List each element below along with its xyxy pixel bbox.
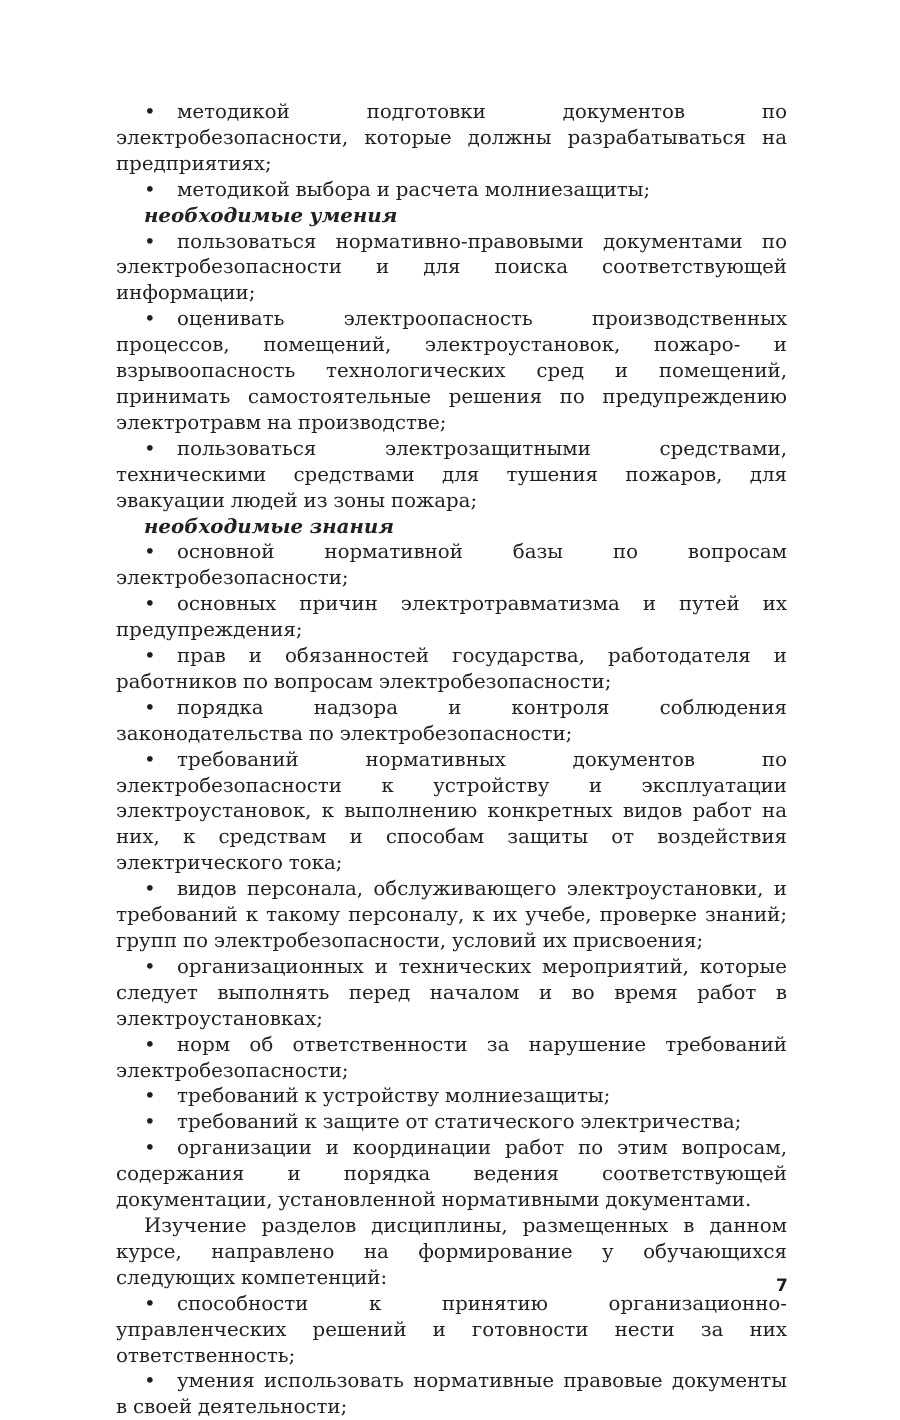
bullet-marker: • xyxy=(144,307,156,331)
bullet-marker: • xyxy=(144,1369,156,1393)
bullet-marker: • xyxy=(144,877,156,901)
list-item-text: требований к устройству молниезащиты; xyxy=(177,1084,611,1108)
list-item xyxy=(116,643,787,695)
list-item-text: пользоваться электрозащитными средствами, техническими средствами для тушения пожаров, для эвакуации людей из зоны пожара; xyxy=(116,436,787,512)
bullet-marker: • xyxy=(144,100,156,123)
list-item xyxy=(116,229,787,307)
list-item xyxy=(116,306,787,436)
list-item xyxy=(116,954,787,1032)
bullet-marker: • xyxy=(144,177,156,201)
list-item-text: видов персонала, обслуживающего электроустановки, и требований к такому персоналу, к их учебе, проверке знаний; групп по электробезопасности, условий их присвоения; xyxy=(116,877,787,952)
bullet-marker: • xyxy=(144,1032,156,1056)
list-item-text: методикой выбора и расчета молниезащиты; xyxy=(177,177,651,201)
list-item xyxy=(116,747,787,877)
list-item xyxy=(116,591,787,643)
list-item-text: оценивать электроопасность производственных процессов, помещений, электроустановок, пожаро- и взрывоопасность технологических сред и помещений, принимать самостоятельные решения по предупреждению электротравм на производстве; xyxy=(116,307,787,434)
list-item-text: пользоваться нормативно-правовыми документами по электробезопасности и для поиска соответствующей информации; xyxy=(116,229,787,305)
list-item-text: прав и обязанностей государства, работодателя и работников по вопросам электробезопасности; xyxy=(116,644,787,693)
list-item xyxy=(116,695,787,747)
list-item-text: порядка надзора и контроля соблюдения законодательства по электробезопасности; xyxy=(116,695,787,745)
list-item xyxy=(116,1368,787,1420)
list-item-text: способности к принятию организационно-управленческих решений и готовности нести за них ответственность; xyxy=(116,1291,787,1367)
list-item-text: норм об ответственности за нарушение требований электробезопасности; xyxy=(116,1032,787,1082)
bullet-marker: • xyxy=(144,1110,156,1134)
bullet-marker: • xyxy=(144,1291,156,1315)
list-item-text: основных причин электротравматизма и путей их предупреждения; xyxy=(116,592,787,642)
bullet-marker: • xyxy=(144,1084,156,1108)
page-number: 7 xyxy=(776,1276,788,1296)
bullet-marker: • xyxy=(144,1136,156,1160)
page-body xyxy=(116,99,787,1420)
list-item xyxy=(116,1083,787,1109)
bullet-marker: • xyxy=(144,695,156,719)
bullet-marker: • xyxy=(144,540,156,564)
list-item-text: организации и координации работ по этим вопросам, содержания и порядка ведения соответствующей документации, установленной нормативными документами. xyxy=(116,1136,787,1212)
list-item xyxy=(116,1291,787,1369)
bullet-marker: • xyxy=(144,229,156,253)
list-item-text: организационных и технических мероприятий, которые следует выполнять перед началом и во время работ в электроустановках; xyxy=(116,954,787,1030)
list-item-text: умения использовать нормативные правовые документы в своей деятельности; xyxy=(116,1369,787,1419)
list-item xyxy=(116,1109,787,1135)
bullet-marker: • xyxy=(144,954,156,978)
bullet-marker: • xyxy=(144,644,156,668)
list-item xyxy=(116,436,787,514)
bullet-marker: • xyxy=(144,592,156,616)
bullet-marker: • xyxy=(144,436,156,460)
section-heading-skills: необходимые умения xyxy=(144,202,398,227)
list-item xyxy=(116,1032,787,1084)
list-item xyxy=(116,99,787,177)
list-item xyxy=(116,876,787,954)
list-item xyxy=(116,539,787,591)
list-item xyxy=(116,1135,787,1213)
list-item-text: методикой подготовки документов по электробезопасности, которые должны разрабатываться на предприятиях; xyxy=(116,100,787,175)
section-heading-knowledge: необходимые знания xyxy=(144,513,395,538)
body-paragraph: Изучение разделов дисциплины, размещенных в данном курсе, направлено на формирование у обучающихся следующих компетенций: xyxy=(116,1213,787,1289)
list-item-text: требований к защите от статического электричества; xyxy=(177,1110,742,1134)
bullet-marker: • xyxy=(144,747,156,771)
list-item xyxy=(116,177,787,203)
list-item-text: требований нормативных документов по электробезопасности к устройству и эксплуатации электроустановок, к выполнению конкретных видов работ на них, к средствам и способам защиты от воздействия электрического тока; xyxy=(116,747,787,875)
list-item-text: основной нормативной базы по вопросам электробезопасности; xyxy=(116,540,787,590)
